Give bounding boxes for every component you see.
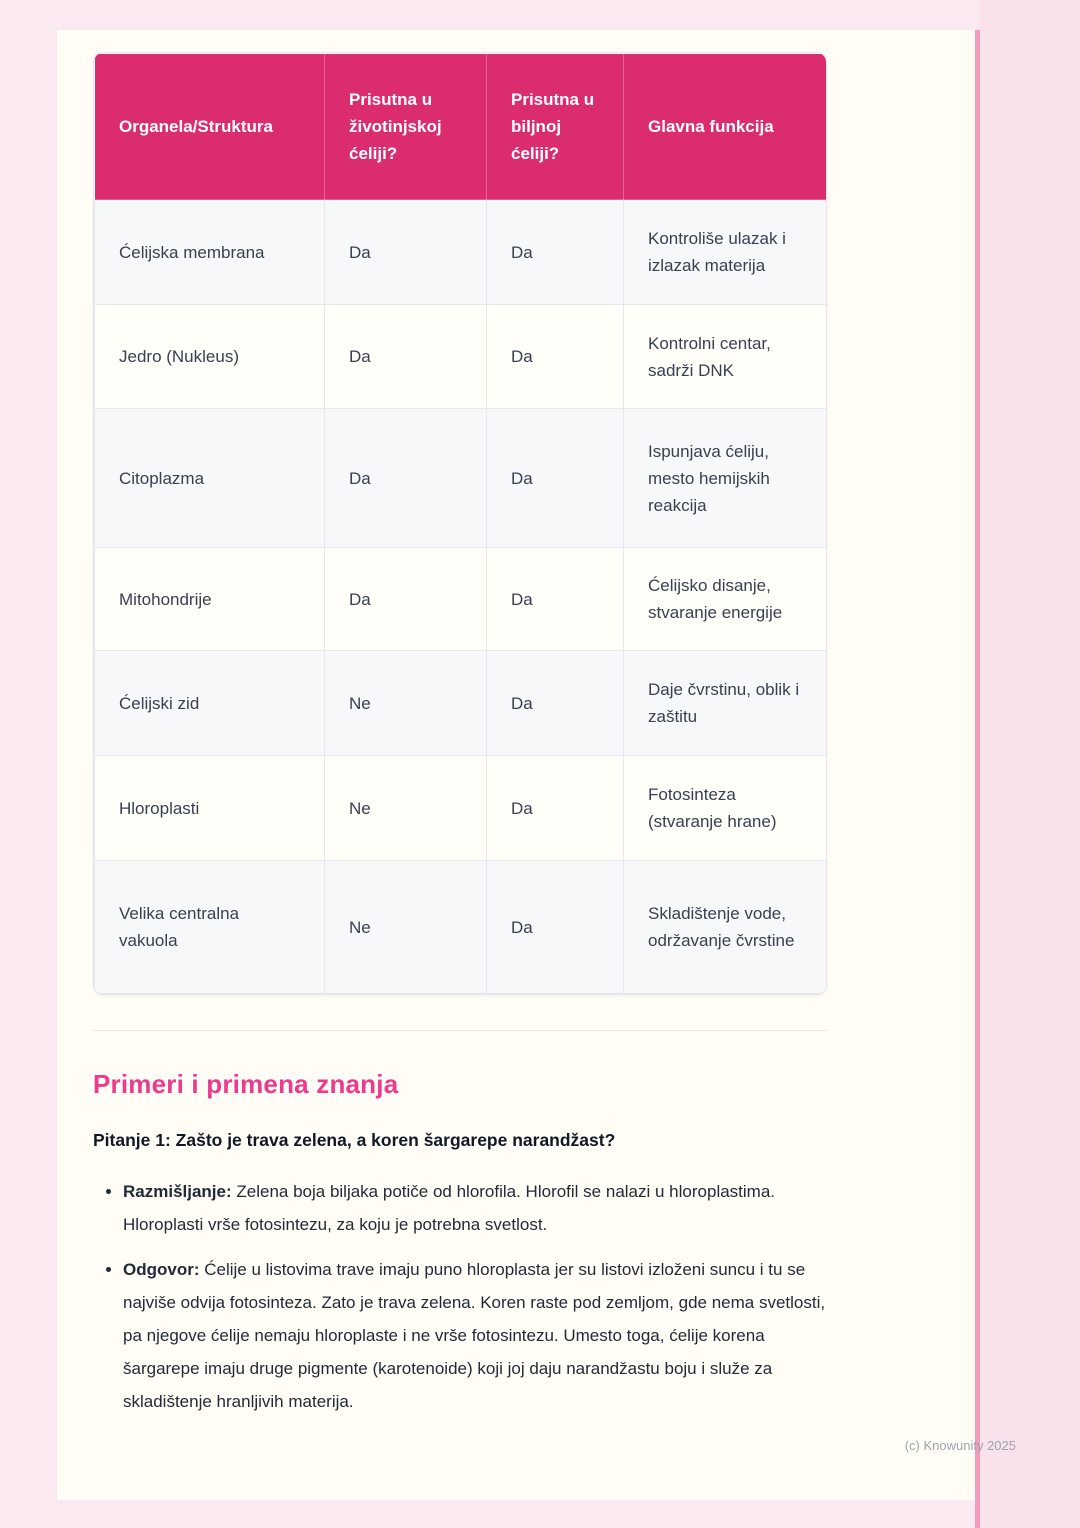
table-header-row bbox=[95, 54, 828, 200]
cell-plant: Da bbox=[487, 861, 624, 994]
header-cell-function: Glavna funkcija bbox=[624, 54, 828, 200]
cell-animal: Da bbox=[325, 305, 487, 409]
page-content bbox=[93, 30, 827, 1418]
right-accent-line bbox=[975, 30, 980, 1528]
cell-organela: Velika centralna vakuola bbox=[95, 861, 325, 994]
bullet-label: Odgovor: bbox=[123, 1260, 200, 1279]
bullet-text: Ćelije u listovima trave imaju puno hloroplasta jer su listovi izloženi suncu i tu se najviše odvija fotosinteza. Zato je trava zelena. Koren raste pod zemljom, gde nema svetlosti, pa njegove ćelije nemaju hloroplaste i ne vrše fotosintezu. Umesto toga, ćelije korena šargarepe imaju druge pigmente (karotenoide) koji joj daju narandžastu boju i služe za skladištenje hranljivih materija. bbox=[123, 1260, 826, 1411]
cell-function: Daje čvrstinu, oblik i zaštitu bbox=[624, 651, 828, 756]
cell-plant: Da bbox=[487, 409, 624, 548]
cell-animal: Da bbox=[325, 548, 487, 651]
answer-list bbox=[93, 1175, 827, 1418]
cell-function: Ispunjava ćeliju, mesto hemijskih reakcija bbox=[624, 409, 828, 548]
table-row bbox=[95, 756, 828, 861]
cell-animal: Ne bbox=[325, 756, 487, 861]
cell-function: Fotosinteza (stvaranje hrane) bbox=[624, 756, 828, 861]
cell-organela: Citoplazma bbox=[95, 409, 325, 548]
cell-organela: Mitohondrije bbox=[95, 548, 325, 651]
cell-plant: Da bbox=[487, 305, 624, 409]
organelle-table-container bbox=[93, 52, 827, 995]
list-item-odgovor bbox=[123, 1253, 827, 1418]
cell-animal: Ne bbox=[325, 651, 487, 756]
cell-plant: Da bbox=[487, 756, 624, 861]
cell-animal: Ne bbox=[325, 861, 487, 994]
cell-organela: Jedro (Nukleus) bbox=[95, 305, 325, 409]
cell-plant: Da bbox=[487, 651, 624, 756]
cell-function: Ćelijsko disanje, stvaranje energije bbox=[624, 548, 828, 651]
cell-animal: Da bbox=[325, 200, 487, 305]
cell-organela: Hloroplasti bbox=[95, 756, 325, 861]
cell-organela: Ćelijski zid bbox=[95, 651, 325, 756]
header-cell-animal-cell: Prisutna u životinjskoj ćeliji? bbox=[325, 54, 487, 200]
section-divider bbox=[93, 1030, 827, 1031]
bullet-text: Zelena boja biljaka potiče od hlorofila. Hlorofil se nalazi u hloroplastima. Hloroplasti vrše fotosintezu, za koju je potrebna svetlost. bbox=[123, 1182, 776, 1234]
cell-function: Kontroliše ulazak i izlazak materija bbox=[624, 200, 828, 305]
header-cell-plant-cell: Prisutna u biljnoj ćeliji? bbox=[487, 54, 624, 200]
table-row bbox=[95, 548, 828, 651]
cell-function: Skladištenje vode, održavanje čvrstine bbox=[624, 861, 828, 994]
bullet-label: Razmišljanje: bbox=[123, 1182, 232, 1201]
document-page bbox=[57, 30, 975, 1500]
cell-organela: Ćelijska membrana bbox=[95, 200, 325, 305]
question-title: Pitanje 1: Zašto je trava zelena, a koren šargarepe narandžast? bbox=[93, 1130, 616, 1150]
table-row bbox=[95, 861, 828, 994]
table-row bbox=[95, 651, 828, 756]
organelle-table bbox=[94, 53, 827, 994]
cell-animal: Da bbox=[325, 409, 487, 548]
cell-plant: Da bbox=[487, 548, 624, 651]
header-cell-organela: Organela/Struktura bbox=[95, 54, 325, 200]
table-row bbox=[95, 409, 828, 548]
table-row bbox=[95, 305, 828, 409]
right-margin-band bbox=[980, 0, 1080, 1528]
section-heading: Primeri i primena znanja bbox=[93, 1069, 399, 1099]
cell-plant: Da bbox=[487, 200, 624, 305]
table-row bbox=[95, 200, 828, 305]
cell-function: Kontrolni centar, sadrži DNK bbox=[624, 305, 828, 409]
watermark: (c) Knowunity 2025 bbox=[904, 1438, 1016, 1453]
list-item-razmisljanje bbox=[123, 1175, 827, 1241]
